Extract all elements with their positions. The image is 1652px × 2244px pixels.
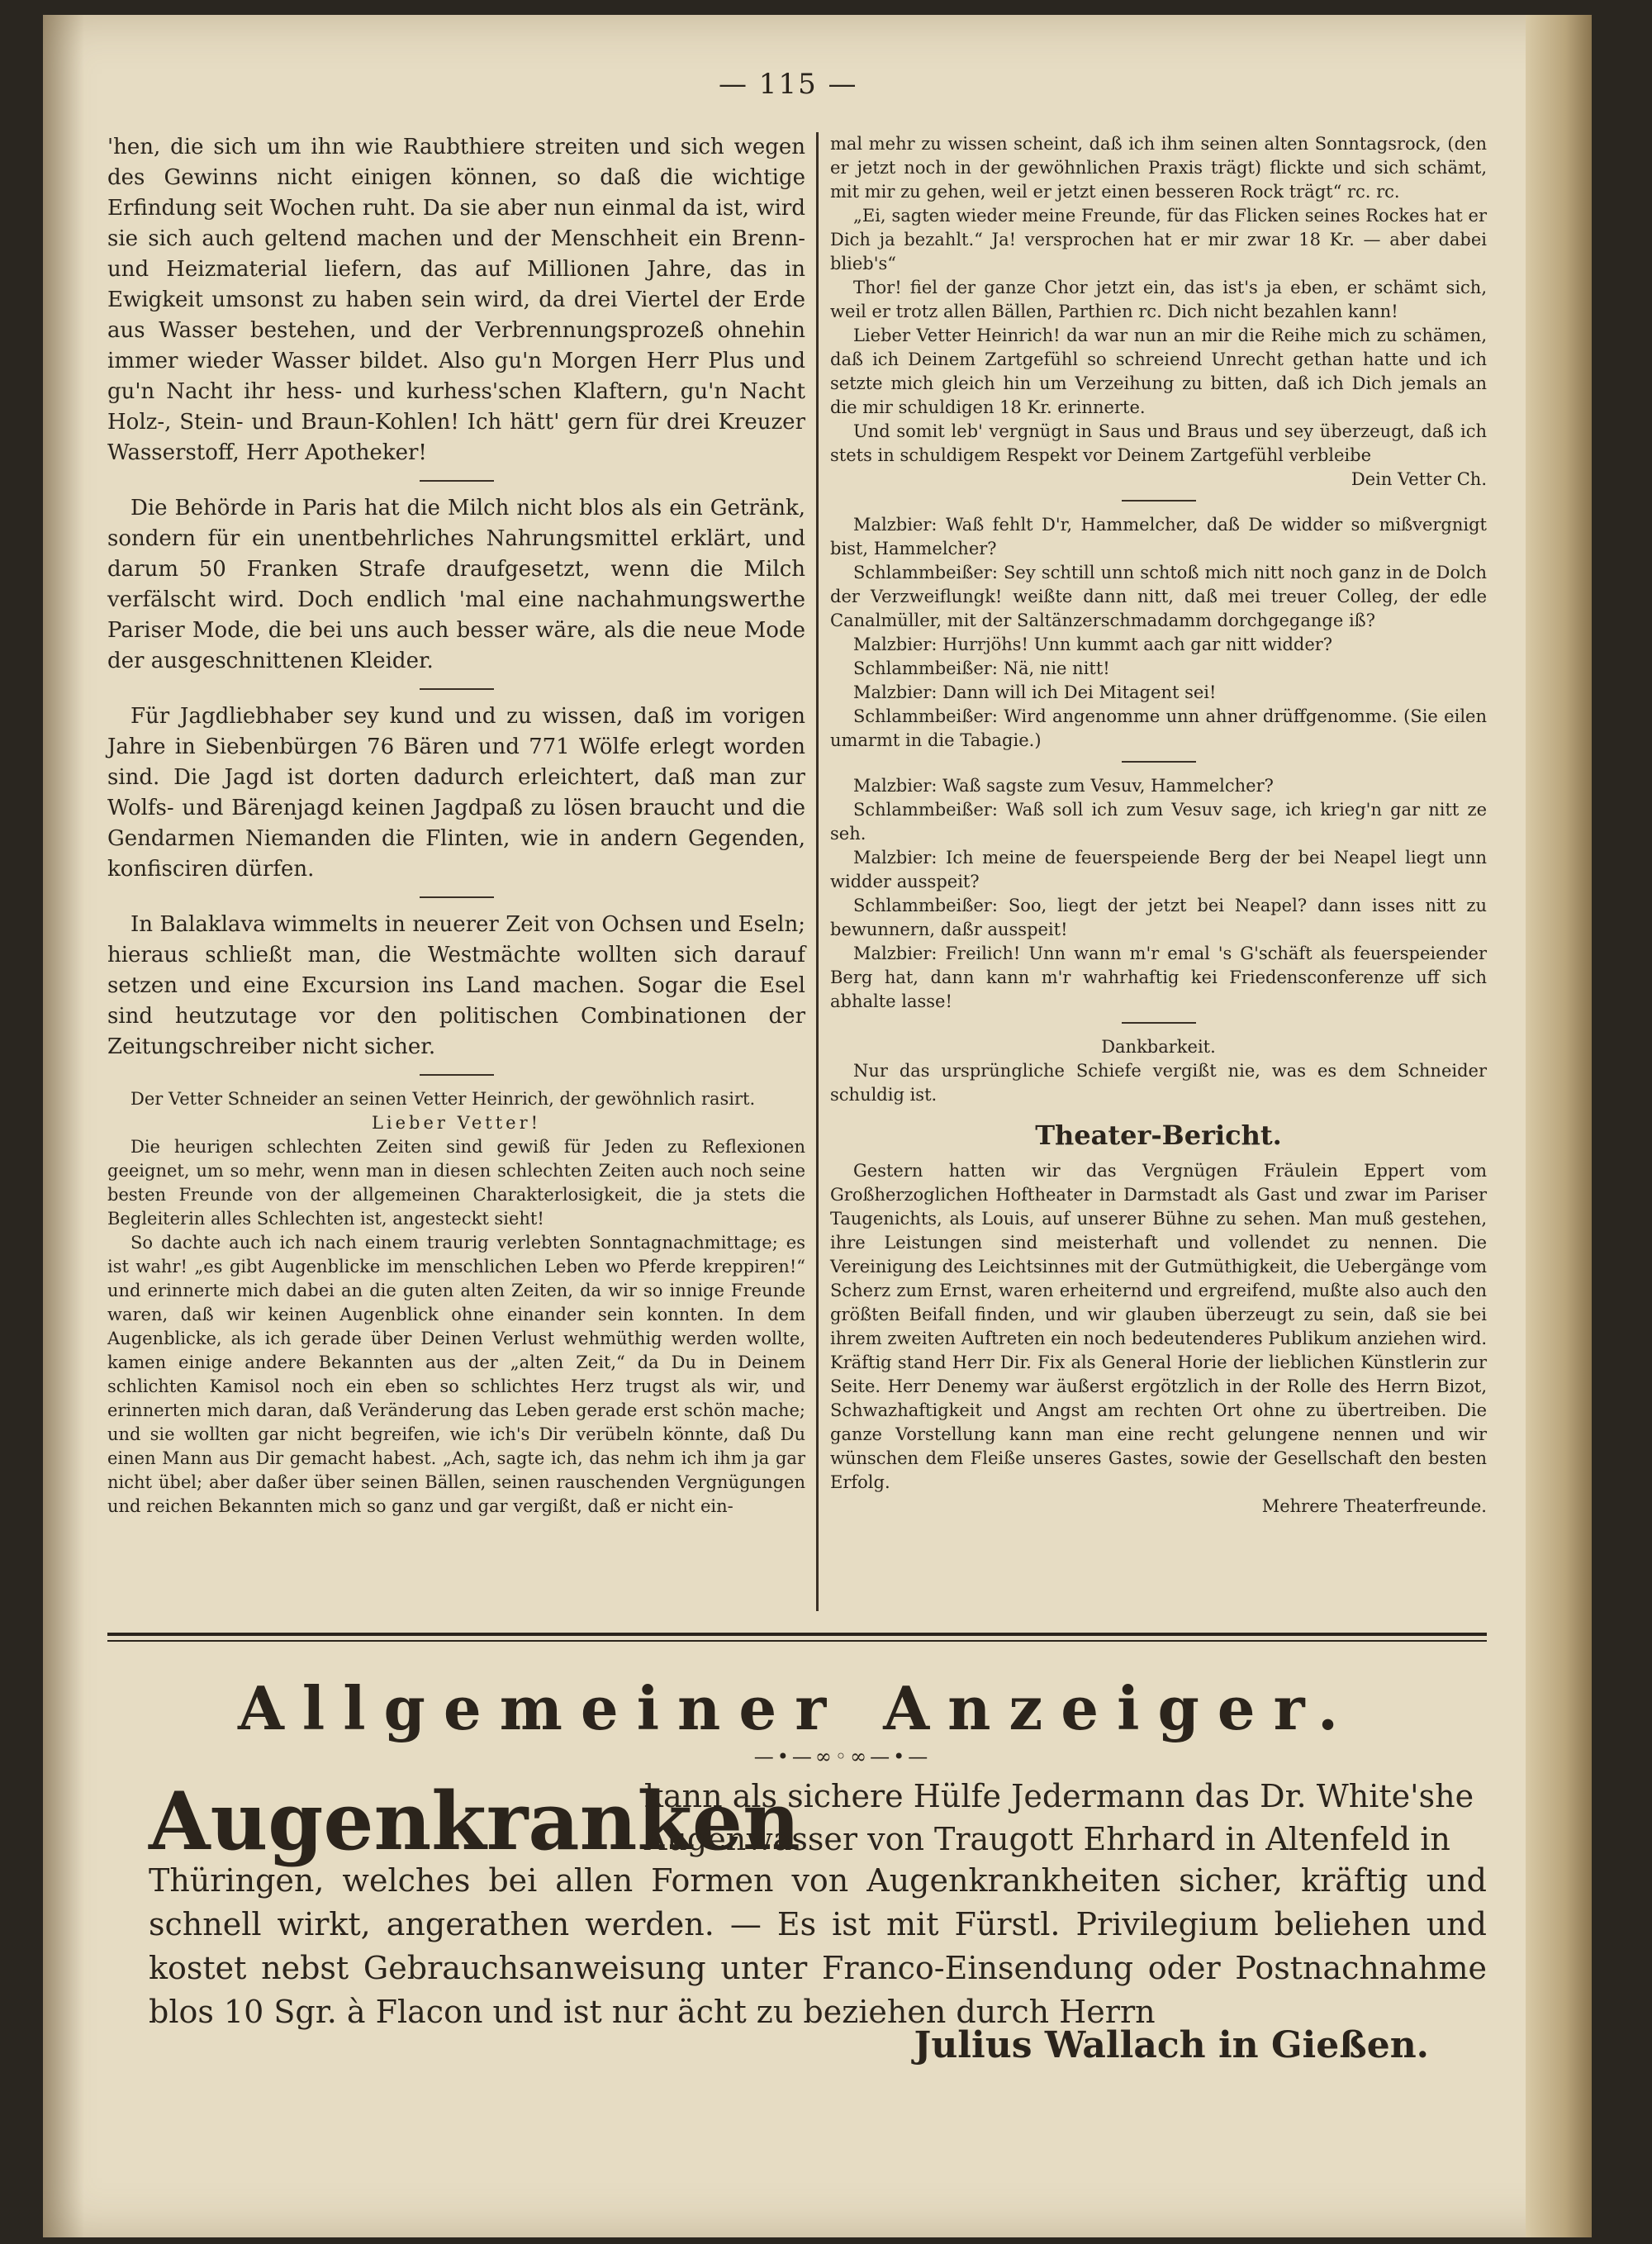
article-hydrogen: 'hen, die sich um ihn wie Raubthiere streiten und sich wegen des Gewinns nicht einigen können, so daß die wichtige Erfindung seit Wochen ruht. Da sie aber nun einmal da ist, wird sie sich auch geltend machen und der Menschheit ein Brenn- und Heizmaterial liefern, das auf Millionen Jahre, das in Ewigkeit umsonst zu haben sein wird, da drei Viertel der Erde aus Wasser bestehen, und der Verbrennungsprozeß ohnehin immer wieder Wasser bildet. Also gu'n Morgen Herr Plus und gu'n Nacht ihr hess- und kurhess'schen Klaftern, gu'n Nacht Holz-, Stein- und Braun-Kohlen! Ich hätt' gern für drei Kreuzer Wasserstoff, Herr Apotheker!	[107, 135, 805, 465]
letter-continued: „Ei, sagten wieder meine Freunde, für das Flicken seines Rockes hat er Dich ja bezahlt.“ Ja! versprochen hat er mir zwar 18 Kr. — aber dabei blieb's“	[830, 206, 1487, 273]
separator	[1122, 761, 1196, 763]
ad-headword: Augenkranken	[149, 1775, 800, 1868]
theater-heading: Theater-Bericht.	[1035, 1120, 1282, 1151]
letter-continued: Und somit leb' vergnügt in Saus und Braus und sey überzeugt, daß ich stets in schuldigem Respekt vor Deinem Zartgefühl verbleibe	[830, 421, 1487, 465]
dialog-line: Malzbier: Dann will ich Dei Mitagent sei!	[853, 682, 1217, 702]
dialog-line: Malzbier: Hurrjöhs! Unn kummt aach gar nitt widder?	[853, 635, 1333, 654]
dialog-line: Schlammbeißer: Waß soll ich zum Vesuv sage, ich krieg'n gar nitt ze seh.	[830, 800, 1487, 844]
anzeiger-title: Allgemeiner Anzeiger.	[237, 1673, 1357, 1743]
article-hunting: Für Jagdliebhaber sey kund und zu wissen, daß im vorigen Jahre in Siebenbürgen 76 Bären und 771 Wölfe erlegt worden sind. Die Jagd ist dorten dadurch erleichtert, daß man zur Wolfs- und Bärenjagd keinen Jagdpaß zu lösen braucht und die Gendarmen Niemanden die Flinten, wie in andern Gegenden, konfisciren dürfen.	[107, 704, 805, 882]
dialog-line: Schlammbeißer: Nä, nie nitt!	[853, 658, 1110, 678]
ornament-divider: —•—∞◦∞—•—	[753, 1745, 932, 1768]
theater-signature: Mehrere Theaterfreunde.	[1261, 1496, 1487, 1516]
theater-text: Gestern hatten wir das Vergnügen Fräulein Eppert vom Großherzoglichen Hoftheater in Darmstadt als Gast und zwar im Pariser Taugenichts, als Louis, auf unserer Bühne zu sehen. Man muß gestehen, ihre Leistungen sind meisterhaft und vollendet zu nennen. Die Vereinigung des Leichtsinnes mit der Gutmüthigkeit, die Uebergänge vom Scherz zum Ernst, waren erheiternd und ergreifend, mußte also auch den größten Beifall finden, und wir glauben überzeugt zu sein, daß sie bei ihrem zweiten Auftreten ein noch bedeutenderes Publikum anziehen wird. Kräftig stand Herr Dir. Fix als General Horie der lieblichen Künstlerin zur Seite. Herr Denemy war äußerst ergötzlich in der Rolle des Herrn Bizot, Schwazhaftigkeit und Angst am rechten Ort ohne zu übertreiben. Die ganze Vorstellung kann man eine recht gelungene nennen und wir wünschen dem Fleiße unseres Gastes, sowie der Gesellschaft den besten Erfolg.	[830, 1161, 1487, 1492]
dank-text: Nur das ursprüngliche Schiefe vergißt nie, was es dem Schneider schuldig ist.	[830, 1061, 1487, 1105]
left-column	[107, 132, 805, 1519]
article-balaklava: In Balaklava wimmelts in neuerer Zeit von Ochsen und Eseln; hieraus schließt man, die Westmächte wollten sich darauf setzen und eine Excursion ins Land machen. Sogar die Esel sind heutzutage vor den politischen Combinationen der Zeitungschreiber nicht sicher.	[107, 912, 805, 1059]
dialog-one	[830, 513, 1487, 753]
letter-paragraph: Die heurigen schlechten Zeiten sind gewiß für Jeden zu Reflexionen geeignet, um so mehr, wenn man in diesen schlechten Zeiten auch noch seine besten Freunde von der allgemeinen Charakterlosigkeit, die ja stets die Begleiterin alles Schlechten ist, angesteckt sieht!	[107, 1137, 805, 1229]
dialog-line: Schlammbeißer: Soo, liegt der jetzt bei Neapel? dann isses nitt zu bewunnern, daßr ausspeit!	[830, 896, 1487, 939]
article-milk: Die Behörde in Paris hat die Milch nicht blos als ein Getränk, sondern für ein unentbehrliches Nahrungsmittel erklärt, und darum 50 Franken Strafe draufgesetzt, wenn die Milch verfälscht wird. Doch endlich 'mal eine nachahmungswerthe Pariser Mode, die bei uns auch besser wäre, als die neue Mode der ausgeschnittenen Kleider.	[107, 496, 805, 673]
dialog-line: Malzbier: Freilich! Unn wann m'r emal 's G'schäft als feuerspeiender Berg hat, dann kann m'r wahrhaftig kei Friedensconferenze uff sich abhalte lasse!	[830, 944, 1487, 1011]
page-number: — 115 —	[719, 68, 858, 101]
separator	[420, 1074, 494, 1076]
dank-title: Dankbarkeit.	[1101, 1037, 1216, 1057]
right-column	[830, 132, 1487, 1519]
separator	[1122, 1022, 1196, 1024]
book-spine	[1526, 15, 1592, 2237]
letter-continued: Thor! fiel der ganze Chor jetzt ein, das ist's ja eben, er schämt sich, weil er trotz allen Bällen, Parthien rc. Dich nicht bezahlen kann!	[830, 278, 1487, 321]
separator	[420, 896, 494, 898]
separator	[420, 688, 494, 690]
dialog-line: Malzbier: Waß sagste zum Vesuv, Hammelcher?	[853, 776, 1274, 796]
letter-paragraph: So dachte auch ich nach einem traurig verlebten Sonntagnachmittage; es ist wahr! „es gibt Augenblicke im menschlichen Leben wo Pferde kreppiren!“ und erinnerte mich dabei an die guten alten Zeiten, da wir so innige Freunde waren, daß wir keinen Augenblick ohne einander sein konnten. In dem Augenblicke, als ich gerade über Deinen Verlust wehmüthig werden wollte, kamen einige andere Bekannten aus der „alten Zeit,“ da Du in Deinem schlichten Kamisol noch ein eben so schlichtes Herz trugst als wir, und erinnerten mich daran, daß Veränderung das Leben gerade erst schön mache; und sie wollten gar nicht begreifen, wie ich's Dir verübeln könnte, daß Du einen Mann aus Dir gemacht habest. „Ach, sagte ich, das nehm ich ihm ja gar nicht übel; aber daßer über seinen Bällen, seinen rauschenden Vergnügungen und reichen Bekannten mich so ganz und gar vergißt, daß er nicht ein-	[107, 1233, 805, 1516]
dialog-line: Schlammbeißer: Sey schtill unn schtoß mich nitt noch ganz in de Dolch der Verzweiflungk! weißte dann nitt, daß mei treuer Colleg, der edle Canalmüller, mit der Saltänzerschmadamm dorchgegange iß?	[830, 563, 1487, 630]
dialog-line: Schlammbeißer: Wird angenomme unn ahner drüffgenomme. (Sie eilen umarmt in die Tabagie.)	[830, 706, 1487, 750]
ad-first-line: kann als sichere Hülfe Jedermann das Dr. White'she Augenwasser von Traugott Ehrhard in Altenfeld in	[644, 1778, 1474, 1857]
separator	[420, 480, 494, 482]
letter-continued: Lieber Vetter Heinrich! da war nun an mir die Reihe mich zu schämen, daß ich Deinem Zartgefühl so schreiend Unrecht gethan hatte und ich setzte mich gleich hin um Verzeihung zu bitten, daß ich Dich jemals an die mir schuldigen 18 Kr. erinnerte.	[830, 326, 1487, 417]
section-rule	[107, 1640, 1487, 1642]
letter-intro: Der Vetter Schneider an seinen Vetter Heinrich, der gewöhnlich rasirt.	[131, 1089, 756, 1109]
separator	[1122, 500, 1196, 502]
dialog-line: Malzbier: Ich meine de feuerspeiende Berg der bei Neapel liegt unn widder ausspeit?	[830, 848, 1487, 891]
ad-signature: Julius Wallach in Gießen.	[914, 2024, 1429, 2066]
section-rule	[107, 1633, 1487, 1636]
dialog-line: Malzbier: Waß fehlt D'r, Hammelcher, daß De widder so mißvergnigt bist, Hammelcher?	[830, 515, 1487, 559]
letter-salutation: Lieber Vetter!	[371, 1113, 542, 1133]
letter-signature: Dein Vetter Ch.	[1351, 469, 1487, 489]
ad-body: Thüringen, welches bei allen Formen von Augenkrankheiten sicher, kräftig und schnell wirkt, angerathen werden. — Es ist mit Fürstl. Privilegium beliehen und kostet nebst Gebrauchsanweisung unter Franco-Einsendung oder Postnachnahme blos 10 Sgr. à Flacon und ist nur ächt zu beziehen durch Herrn	[149, 1862, 1487, 2030]
column-divider	[816, 132, 819, 1611]
dialog-two	[830, 774, 1487, 1014]
letter-continued: mal mehr zu wissen scheint, daß ich ihm seinen alten Sonntagsrock, (den er jetzt noch in der gewöhnlichen Praxis trägt) flickte und sich schämt, mit mir zu gehen, weil er jetzt einen besseren Rock trägt“ rc. rc.	[830, 134, 1487, 202]
